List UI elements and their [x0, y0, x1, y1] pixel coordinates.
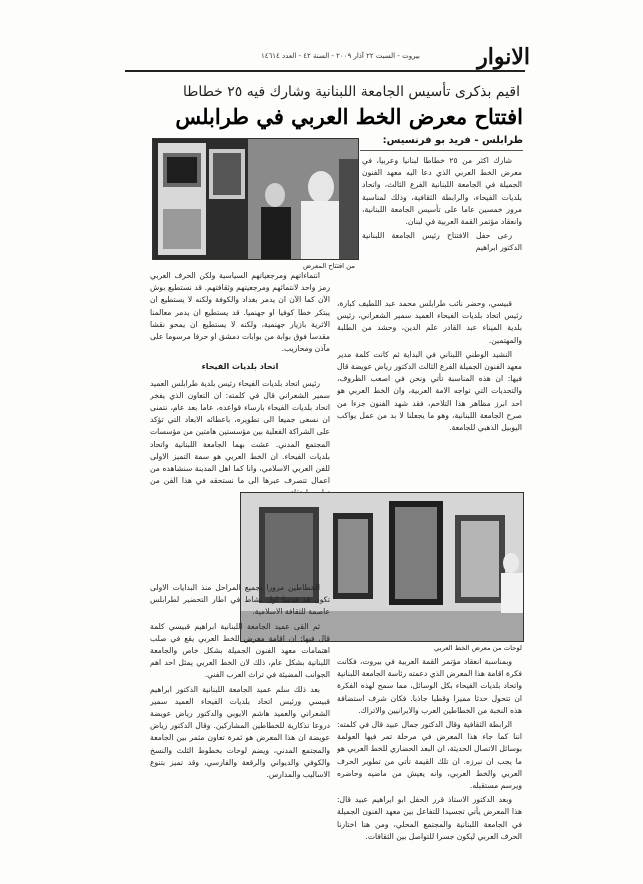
photo1-caption: من افتتاح المعرض [303, 262, 355, 270]
masthead-rule [125, 70, 525, 72]
sub-heading: اتحاد بلديات الفيحاء [201, 362, 279, 372]
opening-photo-graphic [153, 139, 358, 259]
intro-paragraph: شارك اكثر من ٢٥ خطاطا لبنانيا وعربيا، في معرض الخط العربي الذي دعا اليه معهد الفنون الجميلة في الجامعة اللبنانية الفرع الثالث، واتحاد بلديات الفيحاء، والرابطة الثقافية، وذلك لمناسبة مرور خمسين عاما على تأسيس الجامعة اللبنانية، وانعقاد مؤتمر القمة العربية في لبنان. [362, 156, 522, 227]
newspaper-logo: الانوار [477, 44, 530, 70]
article-kicker: اقيم بذكرى تأسيس الجامعة اللبنانية وشارك فيه ٢٥ خطاطا [183, 84, 520, 100]
body-paragraph: الرابطة الثقافية وقال الدكتور جمال عبيد قال في كلمته: اننا كما جاء هذا المعرض في مرحلة تمر فيها العولمة بوسائل الاتصال الحديثة، ان البعد الحضاري للخط العربي هو ما يجب ان نبرزه. ان تلك القيمة تأتي من تطوير الحرف العربي والخط العربي، وانه يعيش من ماضيه وحاضره ويرسم مستقبله. [337, 720, 522, 791]
masthead [120, 44, 530, 68]
body-paragraph: ثم القى عميد الجامعة اللبنانية ابراهيم قبيسي كلمة قال فيها: ان اقامة معرض للخط العربي يقع في صلب اهتمامات معهد الفنون الجميلة بشكل خاص والجامعة اللبنانية بشكل عام، ذلك لان الخط العربي يمثل احد اهم الجوانب المضيئة في تراث العرب الفني. [150, 621, 330, 680]
bottom-left-column [150, 582, 330, 871]
photo-exhibition-opening [152, 138, 359, 260]
body-paragraph: الخطاطين مرورا بجميع المراحل منذ البدايات الاولى تكون قد قدمنا اول نشاط في اطار التحضير لطرابلس عاصمة للثقافة الاسلامية. [150, 583, 330, 617]
photo2-caption: لوحات من معرض الخط العربي [434, 644, 522, 652]
article-byline: طرابلس - فريد بو فرنسيس: [382, 135, 523, 146]
body-paragraph: وبعد الدكتور الاستاذ قرر الحفل ابو ابراهيم عبيد قال: هذا المعرض يأتي تجسيدا للتفاعل بين معهد الفنون الجميلة في الجامعة اللبنانية والمجتمع المحلي، ومن هنا اختارنا الحرف العربي ليكون جسرا للتواصل بين الثقافات. [337, 795, 522, 841]
bottom-right-column [337, 656, 522, 871]
middle-right-column [337, 298, 522, 488]
intro-paragraph: رعى حفل الافتتاح رئيس الجامعة اللبنانية الدكتور ابراهيم [362, 231, 522, 253]
dateline: بيروت - السبت ٢٢ آذار ٢٠٠٩ - السنة ٤٢ - العدد ١٤٦١٤ [260, 52, 420, 60]
body-paragraph: بعد ذلك سلم عميد الجامعة اللبنانية الدكتور ابراهيم قبيسي ورئيس اتحاد بلديات الفيحاء العميد سمير الشعراني والعميد هاشم الايوبي والدكتور رياض عويضة دروعا تذكارية للخطاطين المشاركين. وقال الدكتور رياض عويضة ان هذا المعرض هو ثمرة تعاون مثمر بين الجامعة والمجتمع المدني، ويضم لوحات بخطوط الثلث والنسخ والكوفي والديواني والرقعة والفارسي، وقد تميز بتنوع الاساليب والمدارس. [150, 684, 330, 780]
byline-rule [360, 150, 523, 151]
article-headline: افتتاح معرض الخط العربي في طرابلس [175, 104, 523, 129]
intro-column [362, 155, 522, 300]
body-paragraph: قبيسي، وحضر نائب طرابلس محمد عبد اللطيف كبارة، رئيس اتحاد بلديات الفيحاء العميد سمير الشعراني، رئيس بلدية الميناء عبد القادر علم الدين، وحشد من الطلبة والمهتمين. [337, 299, 522, 345]
body-paragraph: وبمناسبة انعقاد مؤتمر القمة العربية في بيروت، فكانت فكرة اقامة هذا المعرض الذي دعمته رئاسة الجامعة اللبنانية واتحاد بلديات الفيحاء بكل الوسائل، مما سمح لهذه الفكرة ان تتحول حدثا مميزا وقطبا جاذبا. فكان شرف استضافة هذه النخبة من الخطاطين العرب والايرانيين والاتراك. [337, 657, 522, 715]
body-paragraph: انتماءاتهم ومرجعياتهم السياسية ولكن الحرف العربي رمز واحد لانتمائهم ومرجعيتهم وثقافتهم. قد نستطيع بوش الآن كما الآن ان يدمر بغداد والكوفة ولكنه لا يستطيع ان يبتكر خطا كوفيا او جهنميا. قد يستطيع ان يدمر معالمنا الاثرية بازيار جهنمية، ولكنه لا يستطيع ان يمحو نقشا مقدسا فوق بوابة من بوابات دمشق او حرفا مرسوما على مآذن ومحاريب. [150, 271, 330, 354]
body-paragraph: رئيس اتحاد بلديات الفيحاء رئيس بلدية طرابلس العميد سمير الشعراني قال في كلمته: ان التعاون الذي يفخر اتحاد بلديات الفيحاء بارساء قواعده، عاما بعد عام، نتمنى ان نسعى جميعا الى تطويره، باعطائه الابعاد التي تؤكد على الشراكة الفعلية بين مؤسستين هامتين من مؤسسات المجتمع المدني. عشت بهما الجامعة اللبنانية واتحاد بلديات الفيحاء. ان الخط العربي هو سمة التميز الاولى للفن العربي الاسلامي، وانا كما اهل المدينة سنشاهده من اعمال تتصرف عبرها الى ما نستحقه في هذا الفن من [150, 378, 330, 486]
body-paragraph: النشيد الوطني اللبناني في البداية ثم كانت كلمة مدير معهد الفنون الجميلة الفرع الثالث الدكتور رياض عويضة قال فيها: ان هذه المناسبة تأتي ونحن في اصعب الظروف، والتحديات التي تواجه الامة العربية، وان الخط العربي هو احد ابرز مظاهر هذا التلاحم، فقد شهد الفنون جزءا من صرح الجامعة اللبنانية، وهو ما يجعلنا لا بد من عمل يواكب اليوبيل الذهبي للجامعة. [337, 349, 522, 433]
